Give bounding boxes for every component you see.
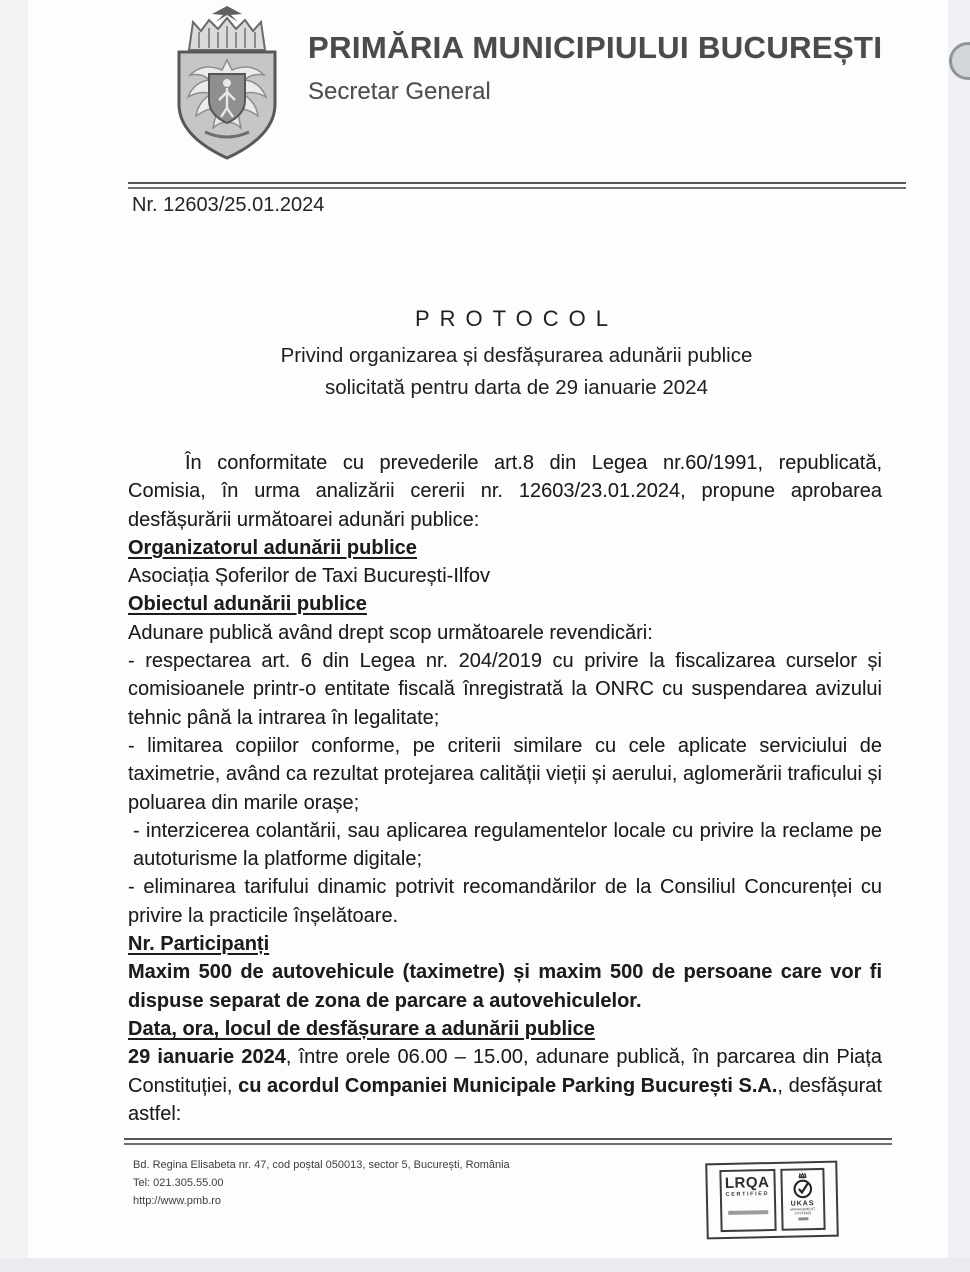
heading-text: Nr. Participanți — [128, 933, 270, 956]
lrqa-logo-text: LRQA — [724, 1174, 770, 1192]
ukas-number-bar — [798, 1217, 808, 1220]
body-paragraph: Asociația Șoferilor de Taxi București-Ilfov — [128, 565, 491, 588]
section-heading-object — [128, 590, 882, 618]
body-text-segment: , desfășurat astfel: — [128, 1074, 882, 1125]
lrqa-small-print-bar — [728, 1210, 768, 1215]
ukas-logo-text: UKAS — [790, 1200, 815, 1208]
section-heading-date-place — [128, 1015, 882, 1043]
right-edge-gutter — [948, 0, 970, 1272]
body-paragraph: Adunare publică având drept scop următoarele revendicări: — [128, 621, 653, 644]
body-paragraph: - limitarea copiilor conforme, pe criterii similare cu cele aplicate serviciului de taximetrie, având ca rezultat protejarea calității vieții și aerului, aglomerării traficului și poluarea din marile orașe; — [128, 734, 882, 814]
lrqa-certified-label: CERTIFIED — [725, 1191, 770, 1198]
ukas-sub-text: MANAGEMENT SYSTEMS — [790, 1207, 816, 1216]
body-text-segment: , între orele 06.00 – 15.00, adunare publică, în parcarea din Piața Constituției, — [128, 1046, 882, 1097]
heading-text: Data, ora, locul de desfășurare a adunării publice — [128, 1017, 595, 1040]
bucharest-coat-of-arms-icon — [163, 4, 291, 166]
header-divider-line — [128, 182, 906, 189]
department-name: Secretar General — [308, 78, 491, 105]
section-heading-participants — [128, 930, 882, 958]
heading-text: Obiectul adunării publice — [128, 593, 367, 616]
footer-phone: Tel: 021.305.55.00 — [133, 1177, 224, 1189]
footer-divider-line — [124, 1138, 892, 1145]
date-bold-text: 29 ianuarie 2024 — [128, 1046, 286, 1069]
organization-name: PRIMĂRIA MUNICIPIULUI BUCUREȘTI — [308, 30, 883, 65]
section-heading-organizer — [128, 534, 882, 562]
footer-website: http://www.pmb.ro — [133, 1195, 222, 1207]
body-paragraph: Maxim 500 de autovehicule (taximetre) și maxim 500 de persoane care vor fi dispuse separat de zona de parcare a autovehiculelor. — [128, 961, 882, 1012]
bottom-edge-gutter — [0, 1258, 970, 1272]
document-body — [128, 449, 882, 1128]
body-paragraph — [128, 1043, 882, 1128]
ukas-crown-check-icon — [789, 1172, 816, 1201]
agreement-bold-text: cu acordul Companiei Municipale Parking București S.A. — [238, 1074, 778, 1097]
title-block — [128, 306, 905, 404]
body-paragraph: - eliminarea tarifului dinamic potrivit recomandărilor de la Consiliul Concurenței cu privire la practicile înșelătoare. — [128, 876, 882, 927]
body-paragraph: - respectarea art. 6 din Legea nr. 204/2019 cu privire la fiscalizarea curselor și comisioanele printr-o entitate fiscală înregistrată la ONRC cu suspendarea avizului tehnic până la intrarea în legalitate; — [128, 650, 882, 729]
ukas-accreditation-badge — [780, 1168, 825, 1231]
left-edge-gutter — [0, 0, 28, 1272]
body-paragraph: În conformitate cu prevederile art.8 din Legea nr.60/1991, republicată, Comisia, în urma analizării cererii nr. 12603/23.01.2024, propune aprobarea desfășurării următoarei adunări publice: — [128, 452, 882, 531]
footer-contact-block — [133, 1156, 510, 1210]
body-paragraph: - interzicerea colantării, sau aplicarea regulamentelor locale cu privire la reclame pe autoturisme la platforme digitale; — [133, 819, 882, 871]
certification-stamp — [705, 1161, 839, 1240]
document-title: PROTOCOL — [414, 306, 619, 331]
document-subtitle-line1: Privind organizarea și desfășurarea adunării publice — [280, 344, 753, 367]
document-subtitle-line2: solicitată pentru darta de 29 ianuarie 2024 — [325, 376, 708, 399]
lrqa-certified-badge — [719, 1169, 776, 1232]
heading-text: Organizatorul adunării publice — [128, 536, 417, 559]
reference-number: Nr. 12603/25.01.2024 — [132, 194, 325, 216]
footer-address: Bd. Regina Elisabeta nr. 47, cod poștal 050013, sector 5, București, România — [133, 1159, 510, 1171]
